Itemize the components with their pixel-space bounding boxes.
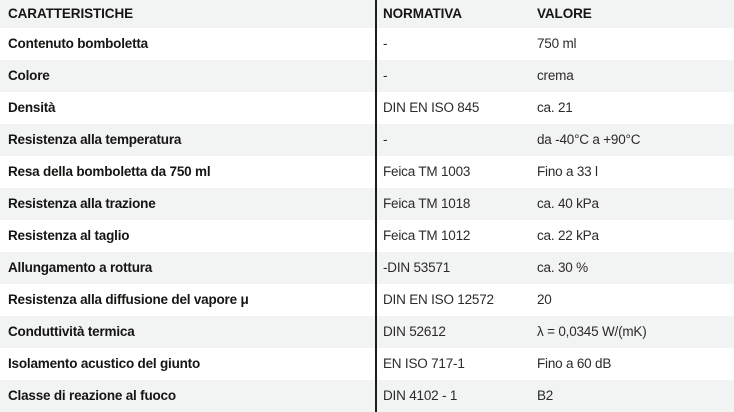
characteristic-cell: Resistenza alla trazione bbox=[8, 197, 156, 211]
value-cell: Fino a 60 dB bbox=[537, 357, 612, 371]
table-row bbox=[0, 60, 734, 92]
value-cell: 20 bbox=[537, 293, 552, 307]
value-cell: ca. 40 kPa bbox=[537, 197, 599, 211]
standard-cell: - bbox=[383, 37, 388, 51]
characteristic-cell: Classe di reazione al fuoco bbox=[8, 389, 176, 403]
standard-cell: DIN 52612 bbox=[383, 325, 446, 339]
standard-cell: Feica TM 1003 bbox=[383, 165, 471, 179]
standard-cell: DIN EN ISO 845 bbox=[383, 101, 480, 115]
characteristic-cell: Resistenza al taglio bbox=[8, 229, 130, 243]
characteristic-cell: Conduttività termica bbox=[8, 325, 135, 339]
value-cell: ca. 22 kPa bbox=[537, 229, 599, 243]
value-cell: ca. 21 bbox=[537, 101, 573, 115]
table-row bbox=[0, 28, 734, 60]
standard-cell: Feica TM 1018 bbox=[383, 197, 471, 211]
table-body bbox=[0, 28, 734, 412]
header-valore: VALORE bbox=[537, 7, 592, 21]
standard-cell: - bbox=[383, 133, 388, 147]
standard-cell: -DIN 53571 bbox=[383, 261, 451, 275]
value-cell: da -40°C a +90°C bbox=[537, 133, 641, 147]
characteristic-cell: Resistenza alla temperatura bbox=[8, 133, 182, 147]
standard-cell: DIN 4102 - 1 bbox=[383, 389, 458, 403]
value-cell: B2 bbox=[537, 389, 554, 403]
table-row bbox=[0, 252, 734, 284]
characteristic-cell: Isolamento acustico del giunto bbox=[8, 357, 201, 371]
header-caratteristiche: CARATTERISTICHE bbox=[8, 7, 133, 21]
standard-cell: DIN EN ISO 12572 bbox=[383, 293, 494, 307]
value-cell: λ = 0,0345 W/(mK) bbox=[537, 325, 647, 339]
value-cell: 750 ml bbox=[537, 37, 577, 51]
table-row bbox=[0, 124, 734, 156]
value-cell: Fino a 33 l bbox=[537, 165, 598, 179]
standard-cell: EN ISO 717-1 bbox=[383, 357, 465, 371]
table-row bbox=[0, 92, 734, 124]
column-divider-line bbox=[375, 0, 377, 412]
table-row bbox=[0, 188, 734, 220]
characteristic-cell: Colore bbox=[8, 69, 50, 83]
characteristic-cell: Densità bbox=[8, 101, 56, 115]
table-row bbox=[0, 316, 734, 348]
characteristic-cell: Resa della bomboletta da 750 ml bbox=[8, 165, 211, 179]
table-row bbox=[0, 284, 734, 316]
table-row bbox=[0, 348, 734, 380]
standard-cell: Feica TM 1012 bbox=[383, 229, 471, 243]
table-row bbox=[0, 156, 734, 188]
value-cell: crema bbox=[537, 69, 574, 83]
characteristic-cell: Allungamento a rottura bbox=[8, 261, 153, 275]
characteristic-cell: Contenuto bomboletta bbox=[8, 37, 148, 51]
table-row bbox=[0, 220, 734, 252]
header-normativa: NORMATIVA bbox=[383, 7, 462, 21]
value-cell: ca. 30 % bbox=[537, 261, 588, 275]
table-header-row bbox=[0, 0, 734, 28]
standard-cell: - bbox=[383, 69, 388, 83]
characteristic-cell: Resistenza alla diffusione del vapore μ bbox=[8, 293, 249, 307]
table-row bbox=[0, 380, 734, 412]
